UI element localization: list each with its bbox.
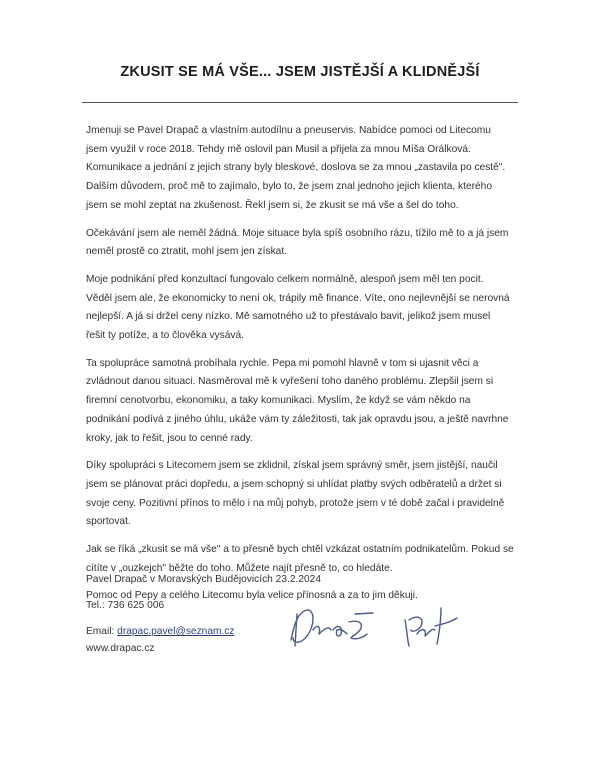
paragraph <box>86 122 520 216</box>
text-line: jsem se plánovat práci dopředu, a jsem schopný si uhlídat platby svých odběratelů a držet si <box>86 478 502 490</box>
text-line: jsem se mohl zeptat na zkušenost. Řekl jsem si, že zkusit se má vše a šel do toho. <box>86 199 459 211</box>
text-line: řešit ty potíže, a to člověka vysává. <box>86 330 244 342</box>
text-line: Ta spolupráce samotná probíhala rychle. Pepa mi pomohl hlavně v tom si ujasnit věci a <box>86 357 479 369</box>
text-line: Očekávání jsem ale neměl žádná. Moje situace byla spíš osobního rázu, tížilo mě to a já jsem <box>86 227 509 239</box>
email-label: Email: <box>86 626 115 637</box>
text-line: Jmenuji se Pavel Drapač a vlastním autodílnu a pneuservis. Nabídce pomoci od Litecomu <box>86 125 491 136</box>
paragraph <box>86 225 520 262</box>
text-line: sportovat. <box>86 516 131 528</box>
text-line: Pomoc od Pepy a celého Litecomu byla velice přínosná a za to jim děkuji. <box>86 590 418 602</box>
text-line: neměl prostě co ztratit, mohl jsem jen získat. <box>86 246 287 258</box>
text-line: podnikání podívá z jiného úhlu, ukáže vám ty záležitosti, tak jak opravdu jsou, a ještě navrhne <box>86 413 509 425</box>
email-link[interactable]: drapac.pavel@seznam.cz <box>117 626 235 637</box>
paragraph <box>86 355 520 449</box>
text-line: nejlepší. A já si držel ceny nízko. Mě samotného už to přestávalo bavit, jelikož jsem musel <box>86 311 491 323</box>
text-line: firemní cenotvorbu, ekonomiku, a taky komunikaci. Myslím, že když se vám někdo na <box>86 395 471 407</box>
paragraph <box>86 271 520 346</box>
place-date: Pavel Drapač v Moravských Budějovicích 23.2.2024 <box>86 574 321 585</box>
text-line: Díky spolupráci s Litecomem jsem se zklidnil, získal jsem správný směr, jsem jistější, naučil <box>86 460 498 472</box>
text-line: Věděl jsem ale, že ekonomicky to není ok, trápily mě finance. Víte, ono nejlevnější se nerovná <box>86 292 510 304</box>
email-line <box>86 626 235 637</box>
text-line: zvládnout danou situaci. Nasměroval mě k vyřešení toho daného problému. Zlepšil jsem si <box>86 376 494 388</box>
text-line: Jak se říká „zkusit se má vše" a to přesně bych chtěl vzkázat ostatním podnikatelům. Pokud se <box>86 544 514 556</box>
paragraph <box>86 541 520 578</box>
phone: Tel.: 736 625 006 <box>86 600 165 611</box>
text-line: cítíte v „ouzkejch" běžte do toho. Můžete najít přesně to, co hledáte. <box>86 562 393 574</box>
testimonial-body <box>86 122 520 615</box>
paragraph <box>86 457 520 532</box>
text-line: kroky, jak to řešit, jsou to cenné rady. <box>86 432 253 444</box>
website[interactable]: www.drapac.cz <box>86 643 155 654</box>
text-line: svoje ceny. Pozitivní přínos to mělo i na můj pohyb, protože jsem v té době začal i pravidelně <box>86 497 505 509</box>
handwritten-signature <box>285 600 485 660</box>
text-line: Moje podnikání před konzultací fungovalo celkem normálně, alespoň jsem měl ten pocit. <box>86 273 484 285</box>
text-line: Komunikace a jednání z jejich strany byly bleskové, doslova se za mnou „zastavila po cestě". <box>86 162 506 174</box>
title-divider <box>82 102 518 103</box>
text-line: Dalším důvodem, proč mě to zajímalo, bylo to, že jsem znal jednoho jejich klienta, kterého <box>86 181 492 193</box>
page-title: ZKUSIT SE MÁ VŠE... JSEM JISTĚJŠÍ A KLIDNĚJŠÍ <box>120 64 480 80</box>
text-line: jsem využil v roce 2018. Tehdy mě oslovil pan Musil a přijela za mnou Míša Orálková. <box>86 143 471 155</box>
